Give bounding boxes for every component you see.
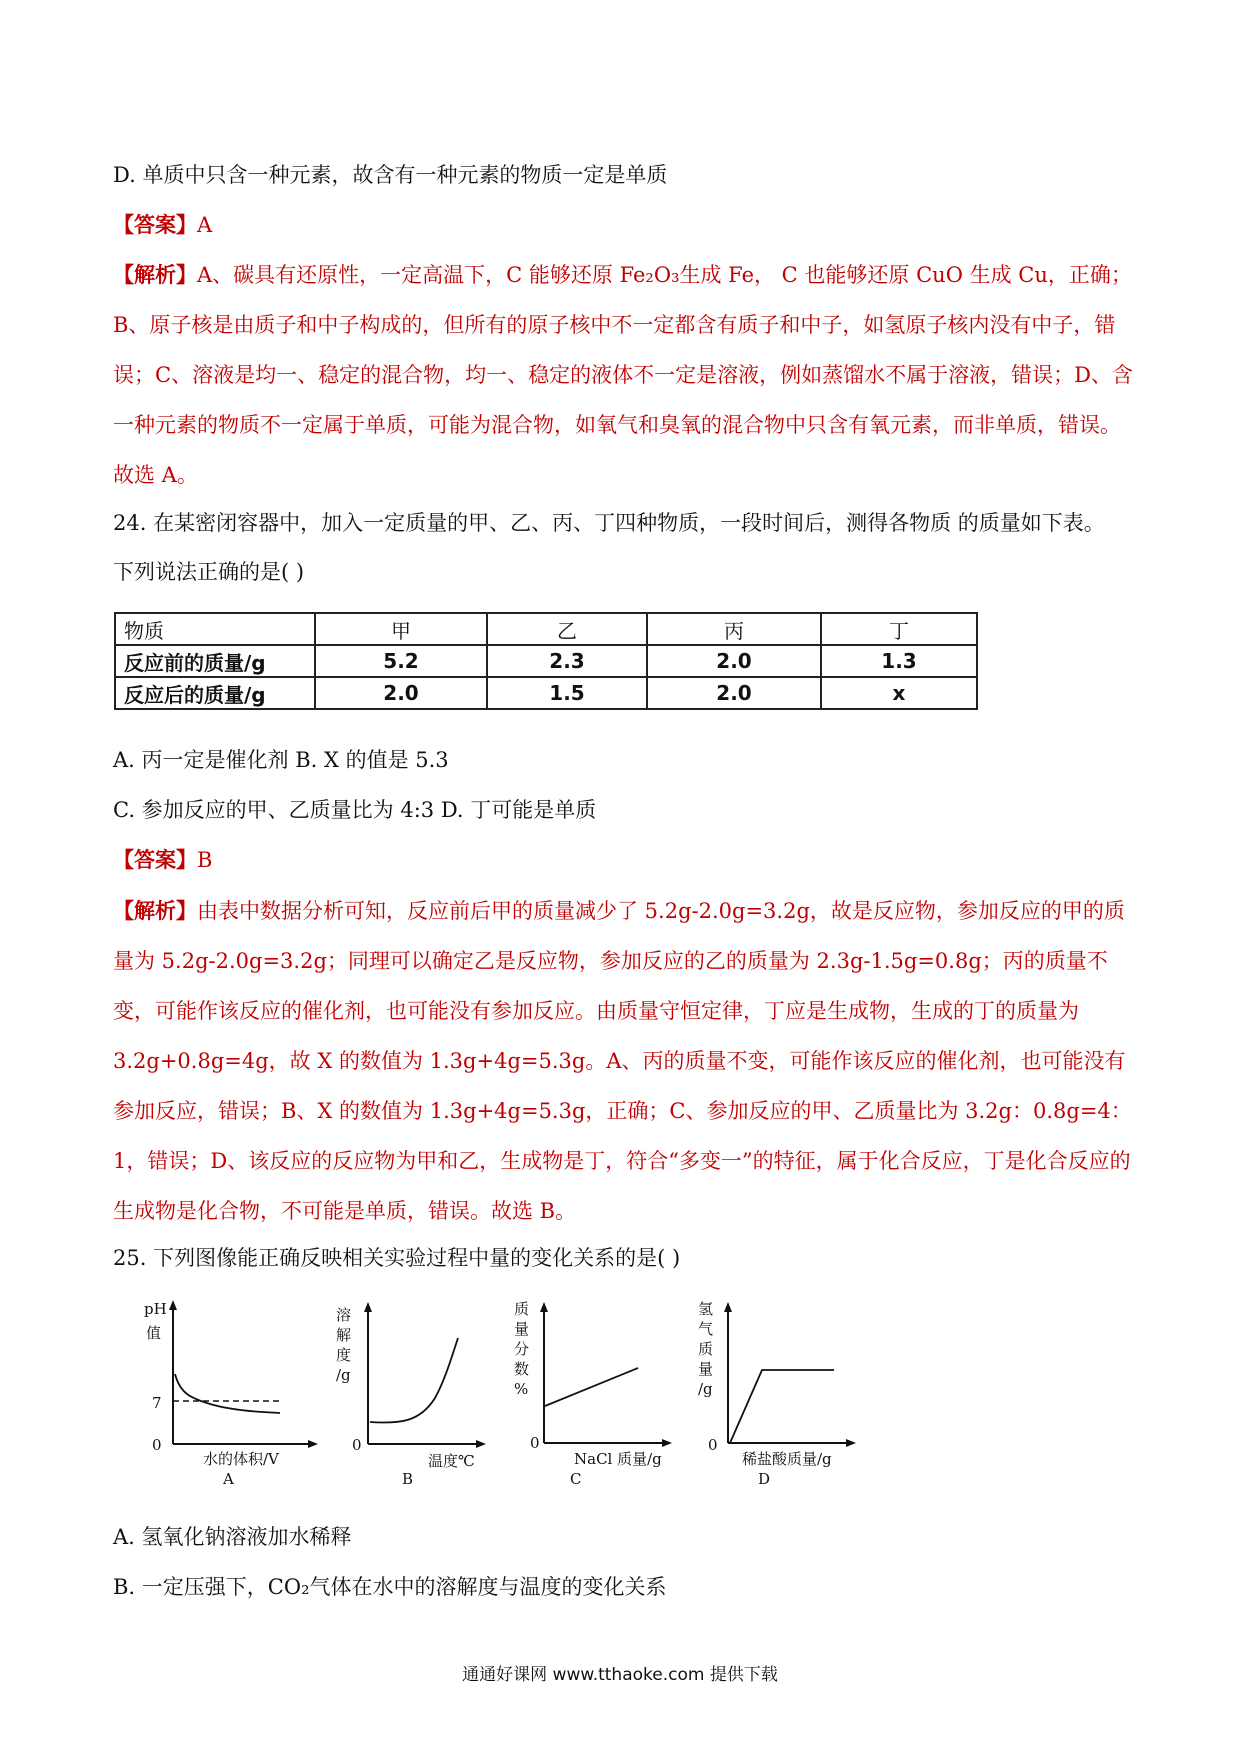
table-cell: 物质: [115, 613, 315, 645]
graph-a-y-arrow: [169, 1300, 177, 1310]
q25-option-b: B. 一定压强下，CO₂气体在水中的溶解度与温度的变化关系: [113, 1575, 667, 1599]
graph-c-x-arrow: [662, 1439, 672, 1447]
graph-d-x-arrow: [846, 1439, 856, 1447]
graph-c-ylabel-3: 数: [514, 1360, 530, 1378]
graph-c-ylabel-0: 质: [514, 1300, 530, 1318]
graph-a-letter: A: [223, 1470, 234, 1488]
graph-d-line: [730, 1370, 834, 1443]
analysis-tag: 【解析】: [113, 262, 197, 287]
q23-analysis: [113, 250, 1133, 500]
table-cell: 5.2: [315, 645, 487, 677]
graph-b-ylabel-0: 溶: [336, 1306, 352, 1324]
graph-c-ylabel-2: 分: [514, 1340, 530, 1358]
q24-options-line2: C. 参加反应的甲、乙质量比为 4:3 D. 丁可能是单质: [113, 798, 597, 822]
mass-table: [114, 612, 978, 710]
graph-c-line: [545, 1368, 638, 1406]
table-cell: 乙: [487, 613, 647, 645]
graph-d-ylabel-1: 气: [698, 1320, 714, 1338]
q24-answer: [113, 845, 212, 875]
graph-b-y-arrow: [364, 1302, 372, 1312]
table-cell: 1.5: [487, 677, 647, 709]
graph-d-letter: D: [758, 1470, 771, 1488]
graph-c-xlabel: NaCl 质量/g: [574, 1450, 662, 1468]
graph-c-svg: [508, 1298, 678, 1488]
graph-c-ylabel-4: %: [514, 1380, 529, 1398]
graph-b-letter: B: [402, 1470, 414, 1488]
graph-b-ylabel-3: /g: [336, 1366, 351, 1384]
q24-options-line1: A. 丙一定是催化剂 B. X 的值是 5.3: [113, 748, 449, 772]
graph-c-y-arrow: [540, 1302, 548, 1312]
answer-value: A: [197, 213, 213, 237]
answer-tag: 【答案】: [113, 212, 197, 237]
graph-a-tick7: 7: [152, 1394, 162, 1412]
answer-tag: 【答案】: [113, 847, 197, 872]
graph-d-ylabel-2: 质: [698, 1340, 714, 1358]
graph-d-origin: 0: [708, 1436, 718, 1454]
table-cell: 1.3: [821, 645, 977, 677]
graph-d-svg: [694, 1298, 864, 1488]
table-cell: 丙: [647, 613, 821, 645]
graph-b-x-arrow: [476, 1440, 486, 1448]
graph-a-origin: 0: [152, 1436, 162, 1454]
graph-d-y-arrow: [724, 1302, 732, 1312]
graph-a-ylabel1: pH: [144, 1300, 167, 1318]
table-header-row: [115, 613, 977, 645]
graph-b: [330, 1298, 490, 1488]
table-cell: 甲: [315, 613, 487, 645]
q24-stem-line1: 24. 在某密闭容器中，加入一定质量的甲、乙、丙、丁四种物质，一段时间后，测得各物质 的质量如下表。: [113, 511, 1105, 535]
graph-b-origin: 0: [352, 1436, 362, 1454]
graph-b-xlabel: 温度℃: [428, 1452, 475, 1470]
graph-d-ylabel-0: 氢: [698, 1300, 714, 1318]
graph-b-svg: [330, 1298, 490, 1488]
graph-a-ylabel2: 值: [146, 1324, 162, 1342]
q25-option-a: A. 氢氧化钠溶液加水稀释: [113, 1525, 352, 1549]
table-row: [115, 645, 977, 677]
table-cell: x: [821, 677, 977, 709]
graph-c: [508, 1298, 678, 1488]
graph-b-ylabel-1: 解: [336, 1326, 352, 1344]
page-footer: 通通好课网 www.tthaoke.com 提供下载: [462, 1665, 778, 1685]
graph-a-curve: [175, 1374, 280, 1413]
graph-a-xlabel: 水的体积/V: [203, 1450, 279, 1468]
graph-c-letter: C: [570, 1470, 582, 1488]
table-cell: 反应前的质量/g: [115, 645, 315, 677]
graph-d-ylabel-3: 量: [698, 1360, 714, 1378]
table-cell: 2.3: [487, 645, 647, 677]
graph-b-ylabel-2: 度: [336, 1346, 352, 1364]
graph-c-ylabel-1: 量: [514, 1320, 530, 1338]
graph-a-svg: [140, 1298, 320, 1488]
graph-d-xlabel: 稀盐酸质量/g: [742, 1450, 832, 1468]
answer-value: B: [197, 848, 213, 872]
graph-b-curve: [370, 1338, 458, 1423]
graph-a: [140, 1298, 320, 1488]
table-row: [115, 677, 977, 709]
table-cell: 反应后的质量/g: [115, 677, 315, 709]
analysis-tag: 【解析】: [113, 898, 197, 923]
q23-option-d: D. 单质中只含一种元素，故含有一种元素的物质一定是单质: [113, 163, 668, 187]
q23-answer: [113, 210, 212, 240]
graph-d-ylabel-4: /g: [698, 1380, 713, 1398]
table-cell: 2.0: [647, 677, 821, 709]
table-cell: 2.0: [315, 677, 487, 709]
table-cell: 2.0: [647, 645, 821, 677]
graph-d: [694, 1298, 864, 1488]
analysis-text: 由表中数据分析可知，反应前后甲的质量减少了 5.2g-2.0g=3.2g，故是反应物，参加反应的甲的质量为 5.2g-2.0g=3.2g；同理可以确定乙是反应物，参加反应的乙的质量为 2.3g-1.5g=0.8g；丙的质量不变，可能作该反应的催化剂，也可能没有参加反应。由质量守恒定律，丁应是生成物，生成的丁的质量为 3.2g+0.8g=4g，故 X 的数值为 1.3g+4g=5.3g。A、丙的质量不变，可能作该反应的催化剂，也可能没有参加反应，错误；B、X 的数值为 1.3g+4g=5.3g，正确；C、参加反应的甲、乙质量比为 3.2g：0.8g=4：1，错误；D、该反应的反应物为甲和乙，生成物是丁，符合“多变一”的特征，属于化合反应，丁是化合反应的生成物是化合物，不可能是单质，错误。故选 B。: [113, 899, 1132, 1223]
q25-stem: 25. 下列图像能正确反映相关实验过程中量的变化关系的是( ): [113, 1246, 681, 1270]
q24-stem-line2: 下列说法正确的是( ): [113, 560, 305, 584]
graph-c-origin: 0: [530, 1434, 540, 1452]
analysis-text: A、碳具有还原性，一定高温下，C 能够还原 Fe₂O₃生成 Fe， C 也能够还原 CuO 生成 Cu，正确；B、原子核是由质子和中子构成的，但所有的原子核中不一定都含有质子和中子，如氢原子核内没有中子，错误；C、溶液是均一、稳定的混合物，均一、稳定的液体不一定是溶液，例如蒸馏水不属于溶液，错误；D、含一种元素的物质不一定属于单质，可能为混合物，如氧气和臭氧的混合物中只含有氧元素，而非单质，错误。故选 A。: [113, 263, 1133, 487]
graph-a-x-arrow: [308, 1440, 318, 1448]
table-cell: 丁: [821, 613, 977, 645]
q24-analysis: [113, 886, 1133, 1236]
